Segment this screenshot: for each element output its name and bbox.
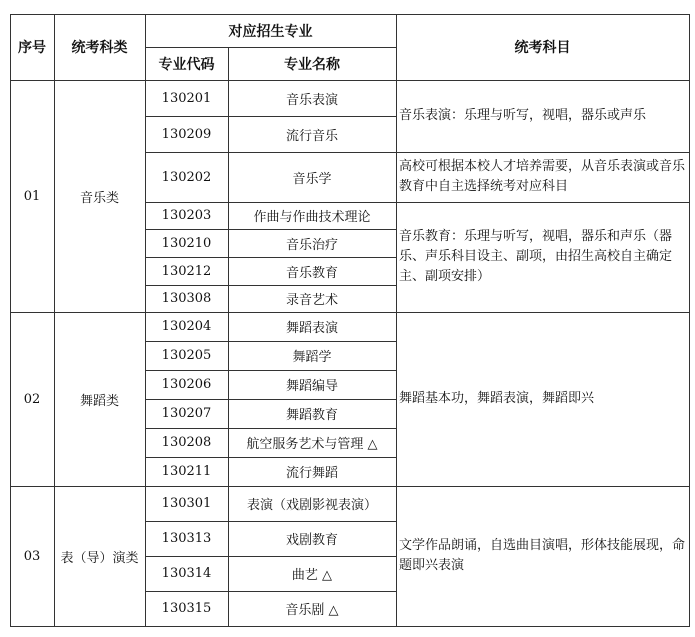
major-name: 流行舞蹈 <box>285 466 338 481</box>
grid-hline <box>145 341 396 342</box>
major-name: 音乐表演 <box>285 92 338 108</box>
grid-hline <box>10 312 690 313</box>
major-code: 130314 <box>161 566 212 581</box>
group-category: 舞蹈类 <box>79 393 119 409</box>
major-name: 表演（戏剧影视表演） <box>246 498 377 513</box>
header-seq: 序号 <box>18 40 46 56</box>
major-code: 130315 <box>161 601 212 616</box>
grid-hline <box>145 591 396 592</box>
major-code: 130308 <box>161 291 212 306</box>
major-code: 130208 <box>161 435 212 450</box>
grid-hline <box>145 116 396 117</box>
grid-hline <box>145 370 396 371</box>
grid-vline <box>145 14 146 627</box>
major-code: 130209 <box>161 126 212 142</box>
header-code: 专业代码 <box>158 56 215 73</box>
grid-hline <box>145 521 396 522</box>
major-name: 戏剧教育 <box>285 533 338 548</box>
grid-hline <box>145 285 396 286</box>
grid-hline <box>145 202 690 203</box>
header-name: 专业名称 <box>284 56 340 73</box>
header-category: 统考科类 <box>71 40 128 56</box>
grid-hline <box>145 47 396 48</box>
major-name: 录音艺术 <box>285 293 338 308</box>
grid-hline <box>145 457 396 458</box>
subjects-text: 文学作品朗诵，自选曲目演唱，形体技能展现，命题即兴表演 <box>399 538 686 573</box>
grid-hline <box>145 399 396 400</box>
major-name: 音乐治疗 <box>285 237 338 253</box>
major-code: 130202 <box>161 169 212 185</box>
header-subjects: 统考科目 <box>514 40 571 56</box>
grid-vline <box>396 14 397 627</box>
major-name: 音乐教育 <box>285 265 338 281</box>
group-seq: 02 <box>23 391 41 407</box>
major-code: 130201 <box>161 90 212 106</box>
major-code: 130212 <box>161 263 212 279</box>
grid-hline <box>145 229 396 230</box>
grid-hline <box>10 486 690 487</box>
major-name: 舞蹈表演 <box>285 321 338 336</box>
major-name: 流行音乐 <box>285 128 338 144</box>
major-code: 130210 <box>161 235 212 251</box>
group-category: 表（导）演类 <box>60 550 139 566</box>
major-code: 130207 <box>161 406 212 421</box>
major-name: 音乐剧 △ <box>285 603 339 618</box>
major-name: 航空服务艺术与管理 △ <box>246 437 378 452</box>
major-code: 130301 <box>161 496 212 511</box>
major-name: 作曲与作曲技术理论 <box>253 210 371 225</box>
subjects-text: 舞蹈基本功，舞蹈表演，舞蹈即兴 <box>399 391 595 406</box>
grid-hline <box>10 80 690 81</box>
group-category: 音乐类 <box>79 190 119 206</box>
group-seq: 01 <box>23 188 41 204</box>
grid-hline <box>145 152 690 153</box>
major-name: 舞蹈学 <box>292 350 332 365</box>
grid-vline <box>228 47 229 627</box>
subjects-text: 高校可根据本校人才培养需要，从音乐表演或音乐教育中自主选择统考对应科目 <box>399 159 686 194</box>
major-code: 130203 <box>161 208 212 223</box>
table-border-top <box>10 14 690 15</box>
header-major-group: 对应招生专业 <box>228 23 313 40</box>
group-seq: 03 <box>23 548 41 564</box>
grid-hline <box>145 428 396 429</box>
table-border-left <box>10 14 11 627</box>
major-name: 舞蹈编导 <box>285 379 338 394</box>
grid-vline <box>54 14 55 627</box>
major-code: 130211 <box>161 464 212 479</box>
major-code: 130313 <box>161 531 212 546</box>
table-border-bottom <box>10 626 690 627</box>
major-code: 130204 <box>161 319 212 334</box>
major-name: 舞蹈教育 <box>285 408 338 423</box>
major-code: 130206 <box>161 377 212 392</box>
major-name: 音乐学 <box>292 171 332 187</box>
subjects-text: 音乐教育：乐理与听写，视唱，器乐和声乐（器乐、声乐科目设主、副项，由招生高校自主确定主、副项安排） <box>399 229 673 284</box>
major-name: 曲艺 △ <box>291 568 333 583</box>
table-border-right <box>689 14 690 627</box>
subjects-text: 音乐表演：乐理与听写，视唱，器乐或声乐 <box>399 108 647 123</box>
grid-hline <box>145 257 396 258</box>
grid-hline <box>145 556 396 557</box>
major-code: 130205 <box>161 348 212 363</box>
